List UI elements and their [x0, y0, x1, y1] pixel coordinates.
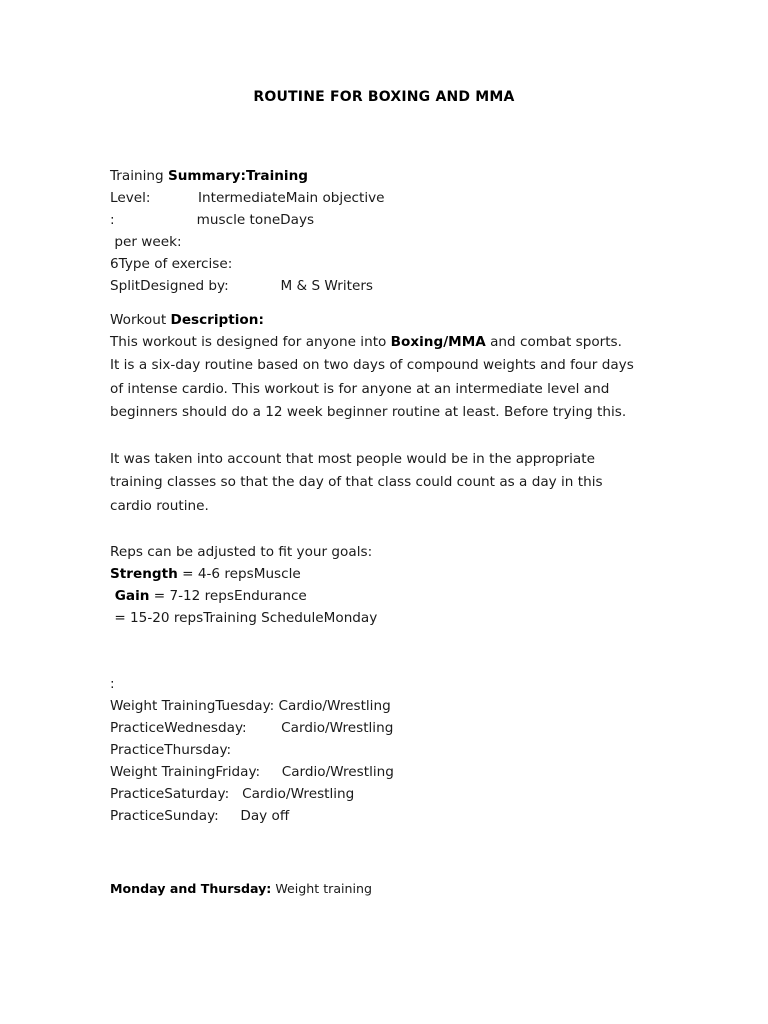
reps-gain-text: = 7-12 repsEndurance — [149, 588, 307, 604]
description-p2-line-2: training classes so that the day of that class could count as a day in this — [110, 474, 603, 490]
reps-gain-label: Gain — [110, 588, 150, 604]
description-text: This workout is designed for anyone into — [110, 334, 391, 350]
summary-line-5: 6Type of exercise: — [110, 256, 233, 272]
summary-heading: Summary:Training — [167, 168, 309, 184]
summary-line-2: Level: IntermediateMain objective — [110, 190, 385, 206]
reps-strength — [110, 564, 301, 584]
schedule-line-1: Weight TrainingTuesday: Cardio/Wrestling — [110, 698, 391, 714]
summary-line-3: : muscle toneDays — [110, 212, 315, 228]
description-p1-line-1 — [110, 332, 622, 352]
summary-line-1 — [110, 166, 308, 186]
monday-thursday-heading — [110, 879, 372, 899]
monday-thursday-text: Weight training — [271, 881, 373, 896]
description-p1-line-3: of intense cardio. This workout is for anyone at an intermediate level and — [110, 381, 610, 397]
monday-thursday-label: Monday and Thursday: — [110, 881, 272, 896]
description-label: Workout — [110, 312, 171, 328]
description-p2-line-3: cardio routine. — [110, 498, 209, 514]
reps-gain — [110, 586, 307, 606]
schedule-colon: : — [110, 676, 115, 692]
schedule-line-4: Weight TrainingFriday: Cardio/Wrestling — [110, 764, 394, 780]
summary-line-6: SplitDesigned by: M & S Writers — [110, 278, 373, 294]
description-p1-line-4: beginners should do a 12 week beginner routine at least. Before trying this. — [110, 404, 627, 420]
reps-strength-label: Strength — [110, 566, 178, 582]
summary-label: Training — [110, 168, 168, 184]
summary-line-4: per week: — [110, 234, 182, 250]
reps-intro: Reps can be adjusted to fit your goals: — [110, 544, 373, 560]
schedule-line-3: PracticeThursday: — [110, 742, 232, 758]
schedule-line-2: PracticeWednesday: Cardio/Wrestling — [110, 720, 394, 736]
schedule-line-6: PracticeSunday: Day off — [110, 808, 290, 824]
reps-strength-text: = 4-6 repsMuscle — [177, 566, 301, 582]
description-label-bold: Description: — [170, 312, 264, 328]
description-text: and combat sports. — [485, 334, 622, 350]
description-heading — [110, 310, 264, 330]
schedule-line-5: PracticeSaturday: Cardio/Wrestling — [110, 786, 355, 802]
reps-endurance: = 15-20 repsTraining ScheduleMonday — [110, 610, 378, 626]
description-bold-text: Boxing/MMA — [390, 334, 486, 350]
description-p1-line-2: It is a six-day routine based on two days of compound weights and four days — [110, 357, 634, 373]
document-title: ROUTINE FOR BOXING AND MMA — [253, 89, 515, 105]
description-p2-line-1: It was taken into account that most people would be in the appropriate — [110, 451, 595, 467]
